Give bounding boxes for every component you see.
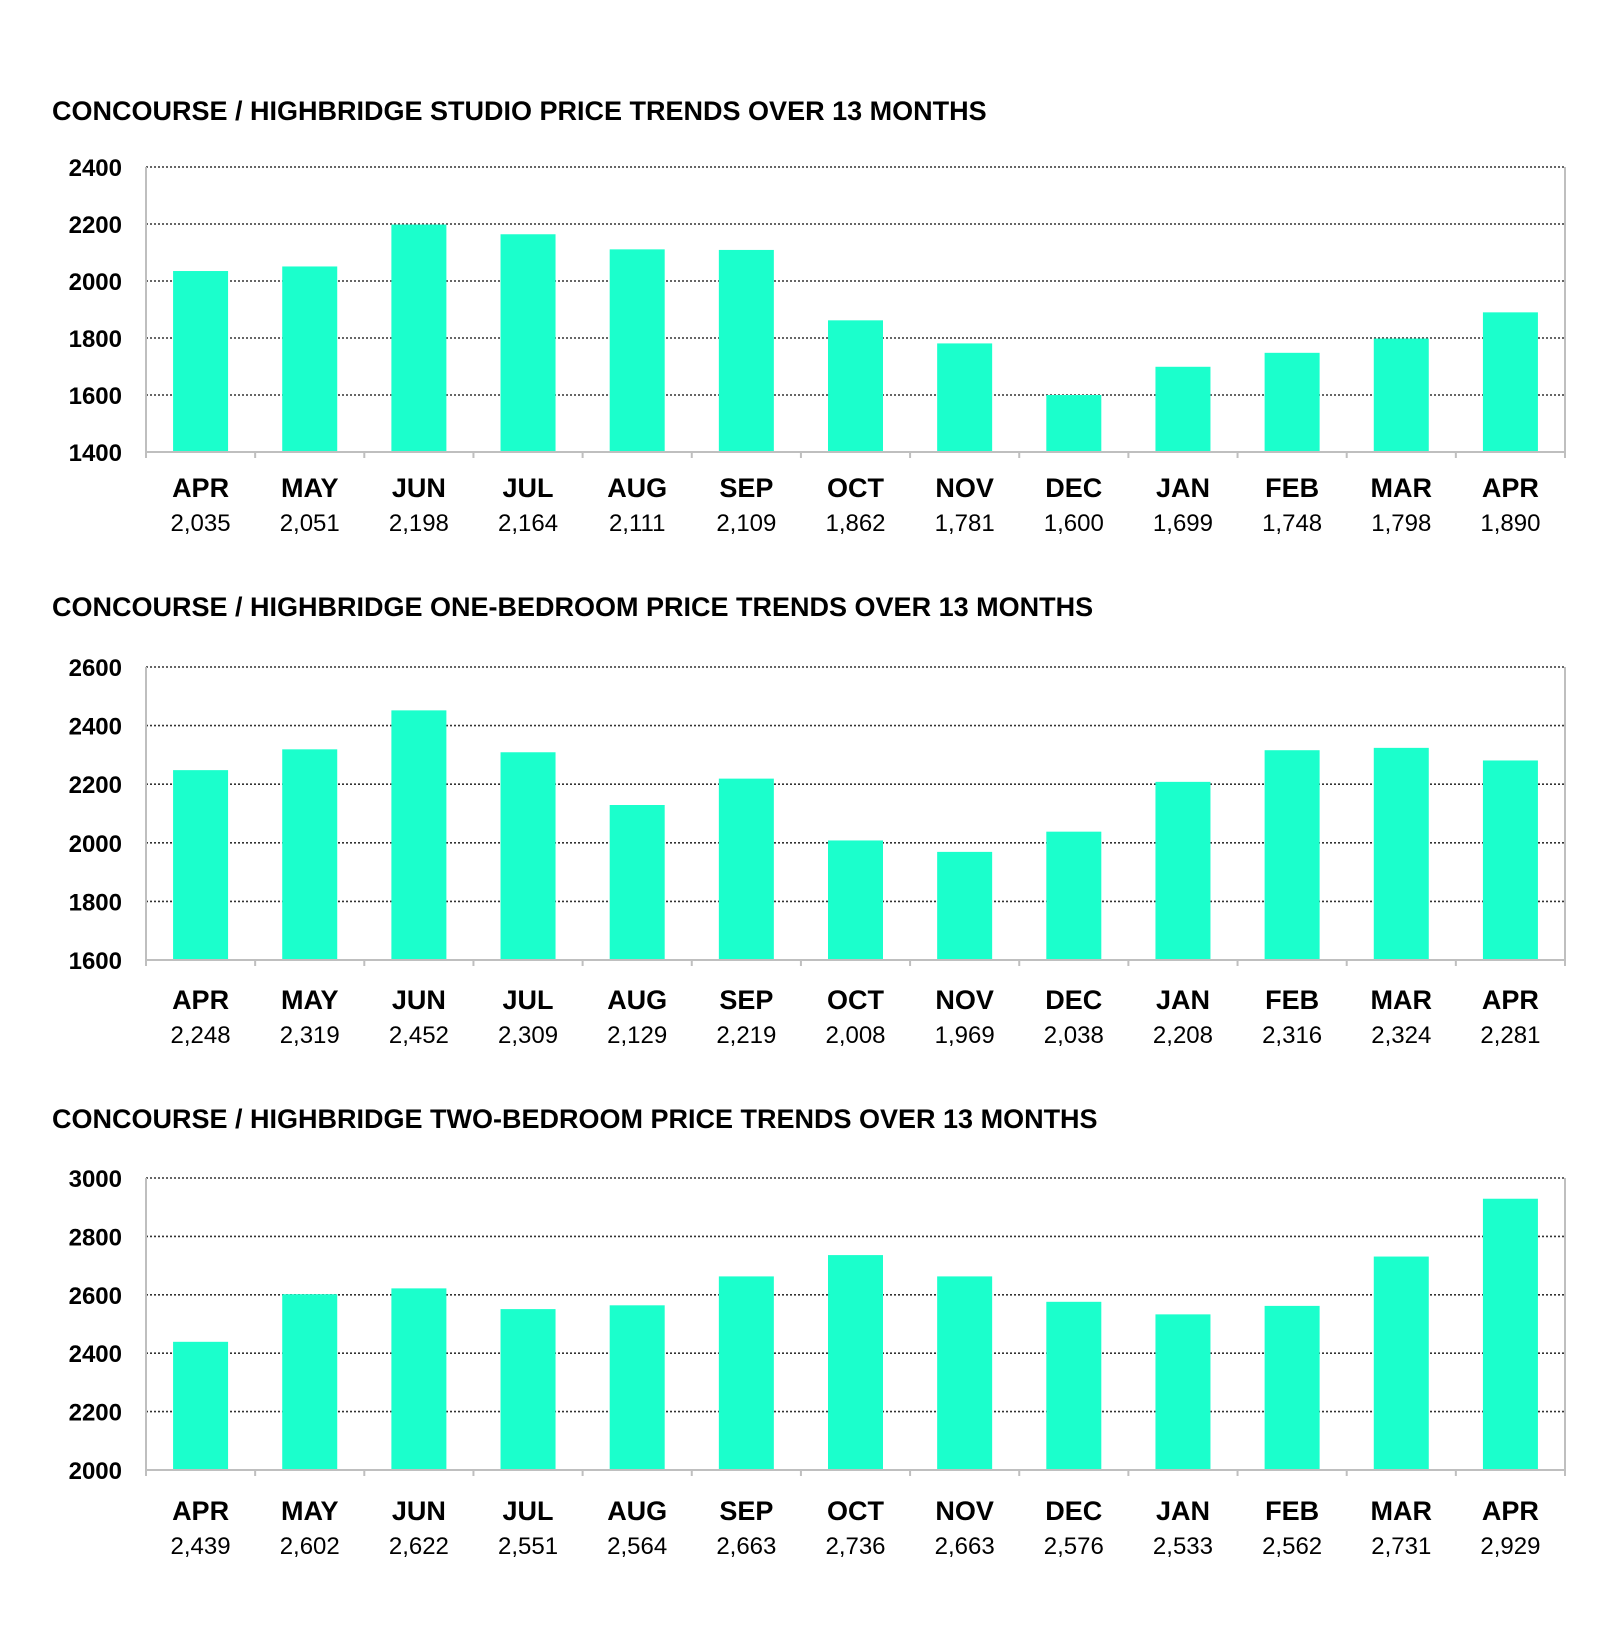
bar [1265,353,1320,452]
bar [1155,782,1210,960]
bar [501,752,556,960]
bar [719,250,774,452]
month-label: MAR [1370,1496,1433,1526]
bar [828,1255,883,1470]
y-tick-label: 2600 [68,655,122,682]
y-tick-label: 2200 [68,772,122,800]
value-label: 1,969 [934,1022,995,1049]
value-label: 2,564 [607,1533,668,1560]
value-label: 2,109 [716,510,777,537]
bar [391,225,446,452]
bar [501,1309,556,1470]
bar [1483,760,1538,960]
bar [173,271,228,452]
month-label: AUG [607,985,668,1015]
month-label: DEC [1045,473,1103,503]
value-label: 2,576 [1043,1533,1104,1560]
y-tick-label: 1400 [68,440,122,467]
value-label: 1,699 [1152,510,1213,537]
bar [1483,312,1538,452]
month-label: JUL [502,473,554,503]
month-label: MAY [280,473,339,503]
value-label: 2,562 [1262,1533,1323,1560]
month-label: JUN [391,985,446,1015]
month-label: JUN [391,473,446,503]
value-label: 2,248 [170,1022,231,1049]
month-label: APR [1481,985,1539,1015]
month-label: APR [1481,473,1539,503]
value-label: 2,551 [498,1533,559,1560]
month-label: NOV [935,985,994,1015]
bar [937,1276,992,1470]
bar [1155,1314,1210,1470]
value-label: 1,862 [825,510,886,537]
bar [1374,748,1429,960]
month-label: NOV [935,473,994,503]
month-label: SEP [719,1496,774,1526]
value-label: 2,533 [1152,1533,1213,1560]
bar [282,1294,337,1470]
bar [1046,395,1101,452]
month-label: AUG [607,1496,668,1526]
bar [391,1288,446,1470]
bar [173,770,228,960]
month-label: FEB [1265,1496,1320,1526]
value-label: 2,164 [498,510,559,537]
y-tick-label: 1800 [68,889,122,917]
value-label: 2,198 [388,510,449,537]
value-label: 2,208 [1152,1022,1213,1049]
month-label: DEC [1045,1496,1103,1526]
month-label: DEC [1045,985,1103,1015]
y-tick-label: 3000 [68,1166,122,1193]
bar [173,1342,228,1470]
value-label: 2,038 [1043,1022,1104,1049]
bar [719,1276,774,1470]
bar [610,805,665,960]
value-label: 2,602 [279,1533,340,1560]
bar [937,852,992,960]
value-label: 1,781 [934,510,995,537]
month-label: OCT [827,473,884,503]
value-label: 1,798 [1371,510,1432,537]
value-label: 2,439 [170,1533,231,1560]
bar [610,1305,665,1470]
month-label: APR [172,1496,230,1526]
y-tick-label: 2000 [68,830,122,858]
y-tick-label: 2200 [68,1399,122,1427]
value-label: 1,748 [1262,510,1323,537]
bar [1265,750,1320,960]
bar [1046,832,1101,960]
month-label: FEB [1265,985,1320,1015]
month-label: JUL [502,1496,554,1526]
month-label: APR [1481,1496,1539,1526]
month-label: MAR [1370,985,1433,1015]
y-tick-label: 2400 [68,713,122,741]
bar [282,749,337,960]
bar [1374,1257,1429,1470]
bar [1046,1302,1101,1470]
value-label: 2,309 [498,1022,559,1049]
month-label: JAN [1155,1496,1210,1526]
value-label: 2,316 [1262,1022,1323,1049]
bar [1483,1199,1538,1470]
value-label: 2,319 [279,1022,340,1049]
month-label: APR [172,985,230,1015]
value-label: 2,051 [279,510,340,537]
value-label: 1,890 [1480,510,1541,537]
y-tick-label: 1600 [68,383,122,410]
value-label: 2,622 [388,1533,449,1560]
month-label: MAR [1370,473,1433,503]
bar [501,234,556,452]
month-label: MAY [280,1496,339,1526]
y-tick-label: 1800 [68,326,122,353]
y-tick-label: 2000 [68,1458,122,1485]
value-label: 2,219 [716,1022,777,1049]
bar [1374,339,1429,452]
month-label: JUN [391,1496,446,1526]
month-label: SEP [719,473,774,503]
value-label: 2,663 [716,1533,777,1560]
bar [1265,1306,1320,1470]
month-label: NOV [935,1496,994,1526]
value-label: 1,600 [1043,510,1104,537]
month-label: SEP [719,985,774,1015]
value-label: 2,736 [825,1533,886,1560]
bar [828,320,883,452]
value-label: 2,929 [1480,1533,1541,1560]
value-label: 2,452 [388,1022,449,1049]
value-label: 2,008 [825,1022,886,1049]
y-tick-label: 2200 [68,212,122,239]
month-label: MAY [280,985,339,1015]
y-tick-label: 1600 [68,948,122,975]
value-label: 2,663 [934,1533,995,1560]
y-tick-label: 2000 [68,269,122,296]
month-label: OCT [827,1496,884,1526]
chart-title: CONCOURSE / HIGHBRIDGE STUDIO PRICE TRENDS OVER 13 MONTHS [52,96,987,126]
month-label: JUL [502,985,554,1015]
y-tick-label: 2600 [68,1282,122,1310]
month-label: JAN [1155,473,1210,503]
month-label: FEB [1265,473,1320,503]
y-tick-label: 2400 [68,155,122,182]
chart-title: CONCOURSE / HIGHBRIDGE ONE-BEDROOM PRICE TRENDS OVER 13 MONTHS [52,592,1094,622]
value-label: 2,111 [608,510,666,537]
value-label: 2,129 [607,1022,668,1049]
value-label: 2,731 [1371,1533,1432,1560]
month-label: APR [172,473,230,503]
bar [610,249,665,452]
month-label: JAN [1155,985,1210,1015]
value-label: 2,035 [170,510,231,537]
bar [719,779,774,960]
y-tick-label: 2400 [68,1341,122,1369]
bar [282,266,337,452]
month-label: OCT [827,985,884,1015]
value-label: 2,281 [1480,1022,1541,1049]
value-label: 2,324 [1371,1022,1432,1049]
chart-title: CONCOURSE / HIGHBRIDGE TWO-BEDROOM PRICE TRENDS OVER 13 MONTHS [52,1104,1098,1134]
y-tick-label: 2800 [68,1224,122,1252]
bar [828,840,883,960]
month-label: AUG [607,473,668,503]
bar [937,343,992,452]
bar [391,710,446,960]
bar [1155,367,1210,452]
